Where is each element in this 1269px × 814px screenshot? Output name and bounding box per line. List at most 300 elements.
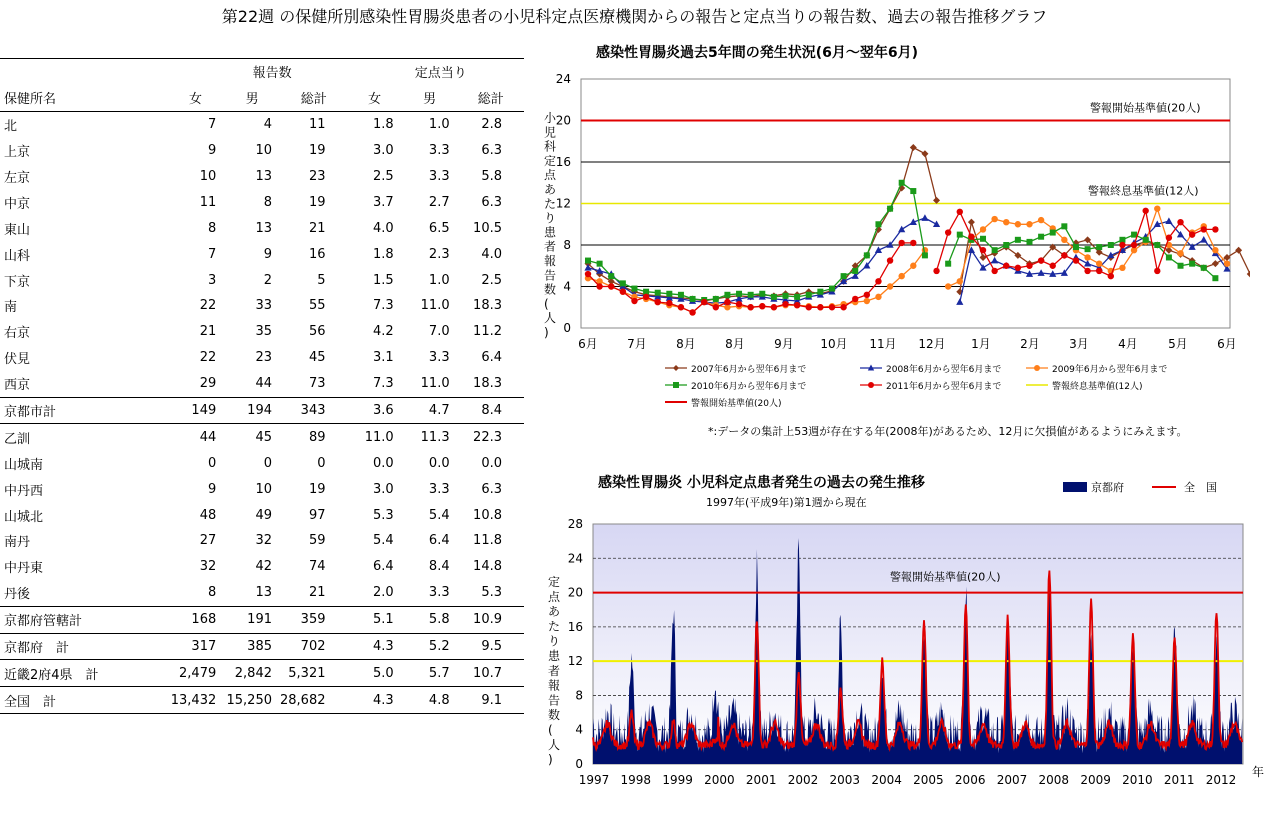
row-value: 11.3 <box>420 429 450 445</box>
data-point <box>945 261 951 267</box>
data-point <box>840 304 846 310</box>
row-value: 2.0 <box>372 585 394 601</box>
data-point <box>666 300 672 306</box>
row-value: 73 <box>308 376 326 392</box>
row-value: 5,321 <box>280 660 348 687</box>
data-point <box>585 258 591 264</box>
five-year-line-chart <box>530 40 1250 440</box>
y-tick-label: 4 <box>575 722 583 737</box>
row-value: 317 <box>167 633 225 660</box>
row-value: 359 <box>280 606 348 633</box>
row-value: 7.0 <box>428 324 450 340</box>
row-value: 191 <box>224 606 280 633</box>
data-point <box>1189 231 1195 237</box>
row-value: 55 <box>308 298 326 314</box>
data-point <box>806 304 812 310</box>
row-name: 丹後 <box>4 587 31 603</box>
x-tick-label: 9月 <box>774 337 794 351</box>
row-name: 北 <box>4 119 18 135</box>
y-tick-label: 0 <box>563 321 571 335</box>
data-point <box>1061 237 1067 243</box>
row-value: 2.5 <box>372 169 394 184</box>
row-value: 32 <box>199 559 217 575</box>
row-name: 近畿2府4県 計 <box>0 660 167 687</box>
data-point <box>1119 242 1125 248</box>
data-point <box>806 292 812 298</box>
legend-label: 2008年6月から翌年6月まで <box>886 365 1002 375</box>
row-value: 6.5 <box>428 220 450 236</box>
row-value: 1.0 <box>428 117 450 133</box>
row-value: 21 <box>199 324 217 340</box>
row-name: 下京 <box>4 274 31 290</box>
row-value: 3.6 <box>348 397 402 424</box>
data-point <box>841 273 847 279</box>
row-value: 3 <box>207 272 217 288</box>
data-point <box>690 296 696 302</box>
data-point <box>1166 235 1172 241</box>
col-header: 総計 <box>458 85 524 111</box>
data-point <box>1096 244 1102 250</box>
data-point <box>1015 221 1021 227</box>
chart2-title: 感染性胃腸炎 小児科定点患者発生の過去の発生推移 <box>598 475 925 491</box>
row-value: 11.8 <box>473 533 502 549</box>
table-row <box>0 687 524 714</box>
row-value: 18.3 <box>473 376 502 392</box>
table-group-header <box>0 59 524 85</box>
x-tick-label: 6月 <box>578 337 598 351</box>
row-value: 29 <box>199 376 217 392</box>
page-title: 第22週 の保健所別感染性胃腸炎患者の小児科定点医療機関からの報告と定点当りの報告数、過去の報告推移グラフ <box>221 7 1048 26</box>
chart1-title: 感染性胃腸炎過去5年間の発生状況(6月～翌年6月) <box>596 45 919 61</box>
data-point <box>1050 230 1056 236</box>
x-tick-label: 4月 <box>1118 337 1138 351</box>
data-point <box>713 304 719 310</box>
row-value: 4.3 <box>348 687 402 714</box>
table-row <box>0 606 524 633</box>
table-row <box>0 319 524 345</box>
data-point <box>794 302 800 308</box>
data-point <box>585 271 591 277</box>
row-value: 97 <box>308 507 326 523</box>
row-value: 33 <box>255 298 272 314</box>
data-point <box>655 290 661 296</box>
legend-label: 2011年6月から翌年6月まで <box>886 382 1002 392</box>
threshold-label: 警報開始基準値(20人) <box>890 570 1001 584</box>
y-tick-label: 4 <box>563 279 571 294</box>
data-point <box>620 280 626 286</box>
row-value: 56 <box>308 324 326 340</box>
row-value: 23 <box>308 169 326 184</box>
table-row <box>0 554 524 580</box>
data-point <box>1189 261 1195 267</box>
row-value: 3.1 <box>372 350 394 366</box>
row-value: 8 <box>207 585 217 601</box>
data-point <box>643 294 649 300</box>
row-value: 9 <box>263 246 272 262</box>
y-tick-label: 8 <box>575 688 583 703</box>
data-point <box>864 292 870 298</box>
row-value: 6.4 <box>481 350 502 366</box>
row-value: 0 <box>207 455 217 471</box>
data-point <box>631 298 637 304</box>
x-tick-label: 2010 <box>1122 773 1153 787</box>
row-value: 28,682 <box>280 687 348 714</box>
row-value: 8.4 <box>428 559 450 575</box>
data-point <box>620 288 626 294</box>
y-tick-label: 24 <box>567 551 583 566</box>
data-point <box>1177 219 1183 225</box>
row-value: 44 <box>255 376 272 392</box>
row-value: 1.8 <box>372 246 394 262</box>
row-value: 4.7 <box>402 397 458 424</box>
row-value: 10 <box>255 143 272 159</box>
data-point <box>631 286 637 292</box>
data-point <box>608 273 614 279</box>
row-value: 21 <box>308 585 326 601</box>
data-point <box>1201 226 1207 232</box>
data-point <box>899 180 905 186</box>
row-value: 23 <box>255 350 272 366</box>
row-name: 乙訓 <box>4 431 31 447</box>
data-point <box>945 283 951 289</box>
row-value: 4.0 <box>481 246 502 262</box>
x-tick-label: 8月 <box>725 337 745 351</box>
table-row <box>0 189 524 215</box>
y-axis-label: 定点あたり患者報告数(人) <box>548 575 561 767</box>
row-value: 11.0 <box>420 376 450 392</box>
data-point <box>771 294 777 300</box>
table-row <box>0 138 524 164</box>
x-tick-label: 2012 <box>1205 773 1237 787</box>
x-tick-label: 2003 <box>829 773 861 787</box>
data-point <box>887 206 893 212</box>
row-name: 京都市計 <box>0 397 167 424</box>
legend-label: 警報終息基準値(12人) <box>1052 382 1143 392</box>
data-point <box>1003 263 1009 269</box>
row-value: 11.2 <box>473 324 502 340</box>
row-name: 伏見 <box>4 352 31 368</box>
data-point <box>1003 242 1009 248</box>
y-tick-label: 20 <box>567 585 583 600</box>
row-value: 0 <box>263 455 272 471</box>
row-value: 3.3 <box>428 350 450 366</box>
row-name: 右京 <box>4 326 31 342</box>
data-point <box>689 309 695 315</box>
row-value: 13 <box>255 169 272 184</box>
table-row <box>0 164 524 190</box>
legend-label: 全 国 <box>1184 481 1217 494</box>
row-name: 全国 計 <box>0 687 167 714</box>
header-blank <box>0 59 167 85</box>
data-point <box>829 286 835 292</box>
row-value: 48 <box>199 507 217 523</box>
threshold-label: 警報終息基準値(12人) <box>1088 184 1199 198</box>
data-point <box>597 261 603 267</box>
data-point <box>678 292 684 298</box>
y-tick-label: 12 <box>555 196 571 211</box>
x-tick-label: 2月 <box>1020 337 1040 351</box>
row-value: 8.4 <box>458 397 524 424</box>
row-value: 1.5 <box>372 272 394 288</box>
table-row <box>0 371 524 397</box>
x-tick-label: 2009 <box>1080 773 1111 787</box>
x-tick-label: 2005 <box>913 773 944 787</box>
row-value: 6.3 <box>481 481 502 497</box>
table-row <box>0 397 524 424</box>
data-point <box>910 263 916 269</box>
data-point <box>678 304 684 310</box>
row-value: 343 <box>280 397 348 424</box>
row-value: 5.4 <box>372 533 394 549</box>
data-point <box>817 289 823 295</box>
data-point <box>1154 268 1160 274</box>
data-point <box>1026 221 1032 227</box>
data-point <box>1026 263 1032 269</box>
x-tick-label: 6月 <box>1217 337 1237 351</box>
data-point <box>1177 250 1183 256</box>
row-value: 5.3 <box>372 507 394 523</box>
data-point <box>1073 244 1079 250</box>
data-point <box>1038 234 1044 240</box>
data-point <box>783 293 789 299</box>
row-value: 42 <box>255 559 272 575</box>
data-point <box>980 247 986 253</box>
legend-marker <box>1034 365 1040 371</box>
legend-label: 警報開始基準値(20人) <box>691 399 782 409</box>
row-value: 13 <box>255 585 272 601</box>
data-point <box>1201 265 1207 271</box>
row-value: 21 <box>308 220 326 236</box>
data-point <box>759 303 765 309</box>
x-tick-label: 12月 <box>918 337 946 351</box>
y-tick-label: 8 <box>563 238 571 252</box>
row-value: 6.3 <box>481 143 502 159</box>
row-value: 1.8 <box>372 117 394 133</box>
row-value: 13,432 <box>167 687 225 714</box>
table-row <box>0 450 524 476</box>
legend-label: 2010年6月から翌年6月まで <box>691 382 807 392</box>
x-tick-label: 5月 <box>1168 337 1188 351</box>
row-value: 4.2 <box>372 324 394 340</box>
y-tick-label: 12 <box>567 654 583 669</box>
y-tick-label: 20 <box>555 113 571 128</box>
table-row <box>0 502 524 528</box>
row-value: 9 <box>207 143 217 159</box>
data-point <box>1038 257 1044 263</box>
row-value: 49 <box>255 507 272 523</box>
data-point <box>875 221 881 227</box>
data-point <box>1096 268 1102 274</box>
data-point <box>1084 268 1090 274</box>
row-name: 山城南 <box>4 457 44 473</box>
row-value: 19 <box>308 194 326 210</box>
data-point <box>887 283 893 289</box>
x-tick-label: 7月 <box>627 337 647 351</box>
row-value: 0.0 <box>428 455 450 471</box>
row-value: 2.8 <box>481 117 502 133</box>
x-tick-label: 2000 <box>704 773 735 787</box>
row-value: 2 <box>263 272 272 288</box>
data-point <box>1003 219 1009 225</box>
data-point <box>1178 263 1184 269</box>
data-point <box>782 301 788 307</box>
x-tick-label: 3月 <box>1069 337 1089 351</box>
col-header: 女 <box>348 85 402 111</box>
col-header: 保健所名 <box>0 85 167 111</box>
data-point <box>713 296 719 302</box>
row-value: 22 <box>199 350 217 366</box>
data-point <box>1154 205 1160 211</box>
row-value: 0.0 <box>481 455 502 471</box>
row-name: 京都府 計 <box>0 633 167 660</box>
data-point <box>1166 254 1172 260</box>
row-value: 10.8 <box>473 507 502 523</box>
data-point <box>596 283 602 289</box>
row-value: 6.4 <box>372 559 394 575</box>
row-name: 上京 <box>4 145 31 161</box>
row-value: 2,479 <box>167 660 225 687</box>
data-point <box>922 252 928 258</box>
x-tick-label: 1997 <box>578 773 610 787</box>
report-table <box>0 58 524 714</box>
data-point <box>991 216 997 222</box>
legend-swatch-kyoto <box>1063 482 1087 492</box>
row-value: 6.3 <box>481 194 502 210</box>
row-value: 3.0 <box>372 481 394 497</box>
data-point <box>1224 260 1230 266</box>
data-point <box>701 299 707 305</box>
x-tick-label: 1999 <box>662 773 693 787</box>
data-point <box>991 268 997 274</box>
row-name: 南 <box>4 300 18 316</box>
row-value: 10 <box>199 169 217 184</box>
x-axis-unit: 年 <box>1251 765 1265 779</box>
row-value: 2.3 <box>428 246 450 262</box>
row-value: 11 <box>199 194 217 210</box>
data-point <box>1096 260 1102 266</box>
data-point <box>1119 265 1125 271</box>
data-point <box>771 304 777 310</box>
x-tick-label: 2002 <box>787 773 819 787</box>
data-point <box>1061 252 1067 258</box>
row-value: 5.8 <box>481 169 502 184</box>
row-value: 7 <box>207 246 217 262</box>
table-row <box>0 293 524 319</box>
legend-marker <box>673 365 679 371</box>
row-value: 11 <box>308 117 326 133</box>
row-value: 5.2 <box>402 633 458 660</box>
x-tick-label: 1998 <box>620 773 652 787</box>
y-tick-label: 16 <box>567 619 583 634</box>
data-point <box>829 304 835 310</box>
row-value: 149 <box>167 397 225 424</box>
header-per-sentinel: 定点当り <box>348 59 525 85</box>
history-area-chart <box>530 468 1269 814</box>
row-name: 京都府管轄計 <box>0 606 167 633</box>
row-value: 14.8 <box>473 559 502 575</box>
y-tick-label: 16 <box>555 155 571 169</box>
data-point <box>1212 226 1218 232</box>
row-value: 45 <box>255 429 272 445</box>
x-tick-label: 2006 <box>954 773 986 787</box>
data-point <box>887 257 893 263</box>
table-row <box>0 633 524 660</box>
data-point <box>655 299 661 305</box>
row-name: 山城北 <box>4 509 44 525</box>
table-col-header <box>0 85 524 111</box>
row-name: 中丹東 <box>4 561 44 577</box>
row-value: 7.3 <box>372 376 394 392</box>
x-tick-label: 10月 <box>820 337 848 351</box>
row-value: 5.8 <box>402 606 458 633</box>
col-header: 女 <box>167 85 225 111</box>
row-value: 5.7 <box>402 660 458 687</box>
data-point <box>736 301 742 307</box>
x-tick-label: 8月 <box>676 337 696 351</box>
data-point <box>852 268 858 274</box>
row-value: 7 <box>207 117 217 133</box>
row-value: 9 <box>207 481 217 497</box>
data-point <box>1015 265 1021 271</box>
row-value: 9.1 <box>458 687 524 714</box>
row-value: 10.9 <box>458 606 524 633</box>
data-point <box>1108 242 1114 248</box>
row-value: 4 <box>263 117 272 133</box>
data-point <box>910 240 916 246</box>
row-value: 4.8 <box>402 687 458 714</box>
legend-marker <box>673 382 679 388</box>
data-point <box>957 278 963 284</box>
row-value: 8 <box>207 220 217 236</box>
data-point <box>992 247 998 253</box>
row-value: 18.3 <box>473 298 502 314</box>
row-value: 11.0 <box>364 429 394 445</box>
data-point <box>875 294 881 300</box>
data-point <box>759 291 765 297</box>
legend-marker <box>868 382 874 388</box>
row-value: 3.7 <box>372 194 394 210</box>
row-value: 44 <box>199 429 217 445</box>
data-point <box>957 232 963 238</box>
data-point <box>898 240 904 246</box>
data-point <box>736 291 742 297</box>
data-point <box>748 292 754 298</box>
data-point <box>980 226 986 232</box>
data-point <box>747 304 753 310</box>
table-row <box>0 424 524 450</box>
y-tick-label: 0 <box>575 757 583 771</box>
data-point <box>933 268 939 274</box>
table-row <box>0 345 524 371</box>
col-header: 男 <box>402 85 458 111</box>
row-value: 32 <box>255 533 272 549</box>
data-point <box>968 234 974 240</box>
data-point <box>724 299 730 305</box>
row-value: 702 <box>280 633 348 660</box>
data-point <box>1084 254 1090 260</box>
row-name: 中丹西 <box>4 483 44 499</box>
chart1-note: *:データの集計上53週が存在する年(2008年)があるため、12月に欠損値があるようにみえます。 <box>708 425 1188 438</box>
row-value: 3.3 <box>428 143 450 159</box>
row-value: 13 <box>255 220 272 236</box>
data-point <box>1154 242 1160 248</box>
row-value: 2,842 <box>224 660 280 687</box>
data-point <box>980 236 986 242</box>
data-point <box>1235 247 1242 254</box>
col-header: 男 <box>224 85 280 111</box>
row-value: 22.3 <box>473 429 502 445</box>
data-point <box>945 229 951 235</box>
